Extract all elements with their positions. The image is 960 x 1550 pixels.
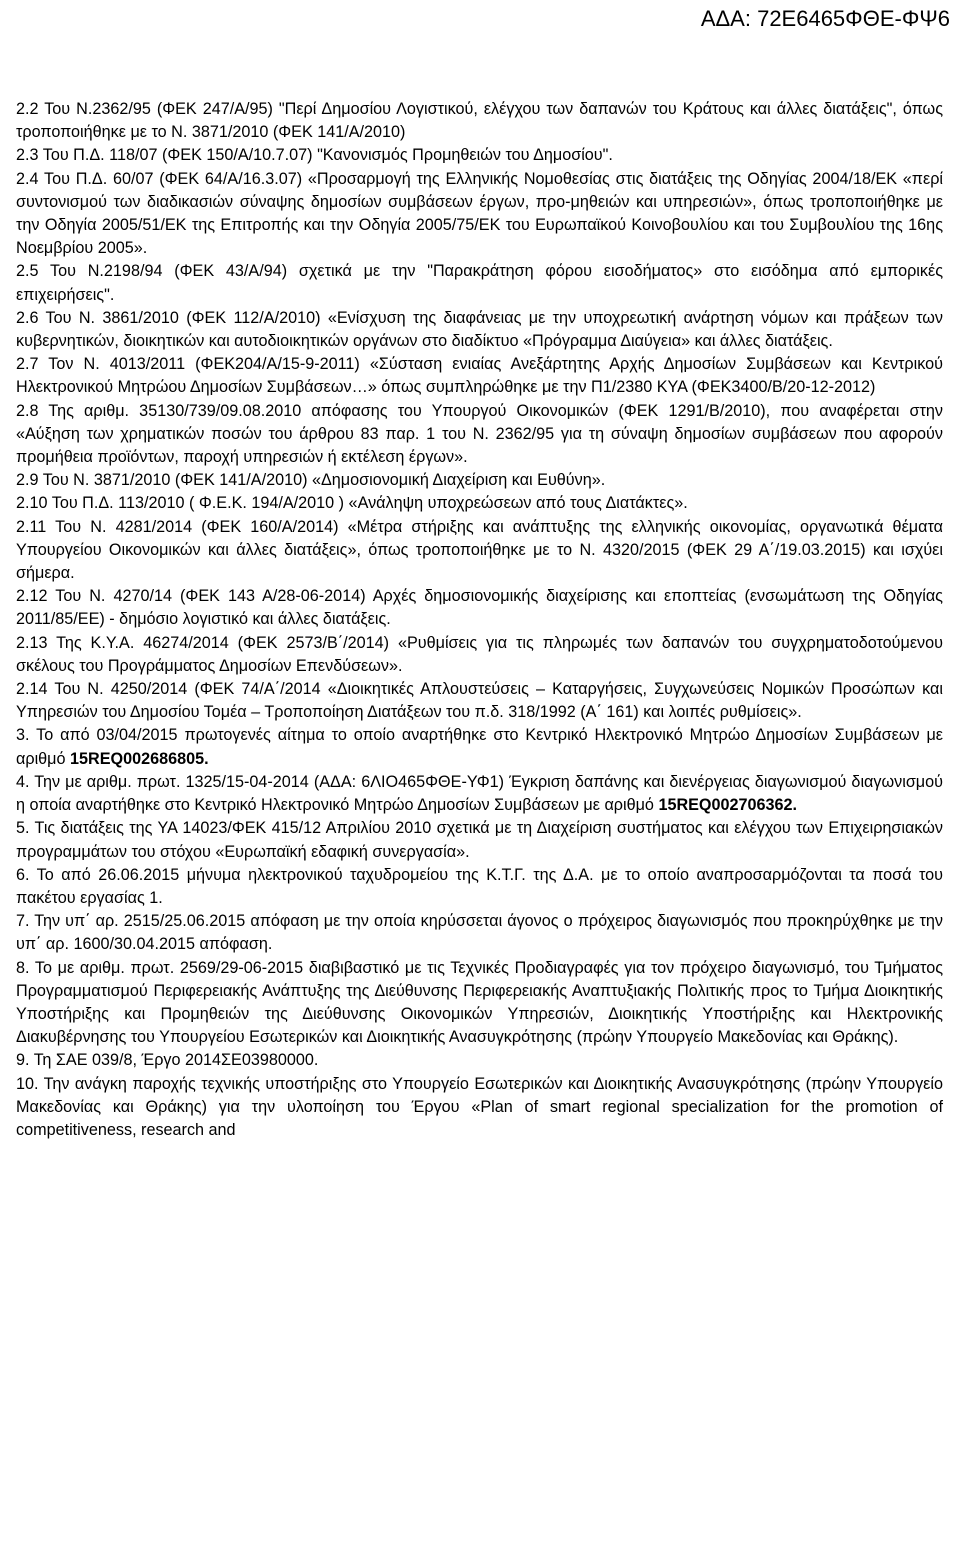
paragraph-2-12: 2.12 Του Ν. 4270/14 (ΦΕΚ 143 Α/28-06-2014) Αρχές δημοσιονομικής διαχείρισης και εποπτείας (ενσωμάτωση της Οδηγίας 2011/85/ΕΕ) - δημόσιο λογιστικό και άλλες διατάξεις. xyxy=(16,587,943,629)
paragraph-8: 8. Το με αριθμ. πρωτ. 2569/29-06-2015 διαβιβαστικό με τις Τεχνικές Προδιαγραφές για τον πρόχειρο διαγωνισμό, του Τμήματος Προγραμματισμού Περιφερειακής Ανάπτυξης της Διεύθυνσης Περιφερειακής Αναπτυξιακής Πολιτικής προς το Τμήμα Διοικητικής Υποστήριξης και Προμηθειών της Διεύθυνσης Οικονομικών Υπηρεσιών, Διοικητικής Υποστήριξης και Ηλεκτρονικής Διακυβέρνησης του Υπουργείου Εσωτερικών και Διοικητικής Ανασυγκρότησης (πρώην Υπουργείο Μακεδονίας και Θράκης). xyxy=(16,958,943,1047)
paragraph-3-text: 3. Το από 03/04/2015 πρωτογενές αίτημα το οποίο αναρτήθηκε στο Κεντρικό Ηλεκτρονικό Μητρώο Δημοσίων Συμβάσεων με αριθμό xyxy=(16,726,943,768)
paragraph-2-6: 2.6 Του Ν. 3861/2010 (ΦΕΚ 112/Α/2010) «Ενίσχυση της διαφάνειας με την υποχρεωτική ανάρτηση νόμων και πράξεων των κυβερνητικών, διοικητικών και αυτοδιοικητικών οργάνων στο διαδίκτυο «Πρόγραμμα Διαύγεια» και άλλες διατάξεις. xyxy=(16,308,943,351)
paragraph-2-2: 2.2 Του Ν.2362/95 (ΦΕΚ 247/Α/95) "Περί Δημοσίου Λογιστικού, ελέγχου των δαπανών του Κράτους και άλλες διατάξεις", όπως τροποποιήθηκε με το Ν. 3871/2010 (ΦΕΚ 141/Α/2010) xyxy=(16,100,943,142)
paragraph-2-11: 2.11 Του Ν. 4281/2014 (ΦΕΚ 160/Α/2014) «Μέτρα στήριξης και ανάπτυξης της ελληνικής οικονομίας, οργανωτικά θέματα Υπουργείου Οικονομικών και άλλες διατάξεις», όπως τροποποιήθηκε με το Ν. 4320/2015 (ΦΕΚ 29 Α΄/19.03.2015) και ισχύει σήμερα. xyxy=(16,517,943,583)
paragraph-2-14: 2.14 Του Ν. 4250/2014 (ΦΕΚ 74/Α΄/2014 «Διοικητικές Απλουστεύσεις – Καταργήσεις, Συγχωνεύσεις Νομικών Προσώπων και Υπηρεσιών του Δημοσίου Τομέα – Τροποποίηση Διατάξεων του π.δ. 318/1992 (Α΄ 161) και λοιπές ρυθμίσεις». xyxy=(16,680,943,722)
paragraph-10: 10. Την ανάγκη παροχής τεχνικής υποστήριξης στο Υπουργείο Εσωτερικών και Διοικητικής Ανασυγκρότησης (πρώην Υπουργείο Μακεδονίας και Θράκης) για την υλοποίηση του Έργου «Plan of smart regional specialization for the promotion of competitiveness, research and xyxy=(16,1074,943,1139)
paragraph-2-10: 2.10 Του Π.Δ. 113/2010 ( Φ.Ε.Κ. 194/Α/2010 ) «Ανάληψη υποχρεώσεων από τους Διατάκτες». xyxy=(16,494,688,513)
document-body xyxy=(16,98,943,1142)
paragraph-2-5: 2.5 Του Ν.2198/94 (ΦΕΚ 43/Α/94) σχετικά με την "Παρακράτηση φόρου εισοδήματος» στο εισόδημα από εμπορικές επιχειρήσεις". xyxy=(16,262,943,304)
paragraph-5: 5. Τις διατάξεις της ΥΑ 14023/ΦΕΚ 415/12 Απριλίου 2010 σχετικά με τη Διαχείριση συστήματος και ελέγχου των Επιχειρησιακών προγραμμάτων του στόχου «Ευρωπαϊκή εδαφική συνεργασία». xyxy=(16,819,943,861)
paragraph-3 xyxy=(16,724,943,770)
paragraph-6: 6. Το από 26.06.2015 μήνυμα ηλεκτρονικού ταχυδρομείου της Κ.Τ.Γ. της Δ.Α. με το οποίο αναπροσαρμόζονται τα ποσά του πακέτου εργασίας 1. xyxy=(16,865,943,907)
paragraph-7: 7. Την υπ΄ αρ. 2515/25.06.2015 απόφαση με την οποία κηρύσσεται άγονος ο πρόχειρος διαγωνισμός που προκηρύχθηκε με την υπ΄ αρ. 1600/30.04.2015 απόφαση. xyxy=(16,912,943,954)
request-number-2: 15REQ002706362. xyxy=(658,796,798,815)
paragraph-2-4: 2.4 Του Π.Δ. 60/07 (ΦΕΚ 64/Α/16.3.07) «Προσαρμογή της Ελληνικής Νομοθεσίας στις διατάξεις της Οδηγίας 2004/18/ΕΚ «περί συντονισμού των διαδικασιών σύναψης δημοσίων συμβάσεων έργων, προ-μηθειών και υπηρεσιών», όπως τροποποιήθηκε με την Οδηγία 2005/51/ΕΚ της Επιτροπής και την Οδηγία 2005/75/ΕΚ του Ευρωπαϊκού Κοινοβουλίου και του Συμβουλίου της 16ης Νοεμβρίου 2005». xyxy=(16,169,943,258)
paragraph-2-7: 2.7 Τον Ν. 4013/2011 (ΦΕΚ204/Α/15-9-2011) «Σύσταση ενιαίας Ανεξάρτητης Αρχής Δημοσίων Συμβάσεων και Κεντρικού Ηλεκτρονικού Μητρώου Δημοσίων Συμβάσεων…» όπως συμπληρώθηκε με την Π1/2380 ΚΥΑ (ΦΕΚ3400/Β/20-12-2012) xyxy=(16,355,943,397)
paragraph-2-9: 2.9 Του Ν. 3871/2010 (ΦΕΚ 141/Α/2010) «Δημοσιονομική Διαχείριση και Ευθύνη». xyxy=(16,471,606,490)
paragraph-2-3: 2.3 Του Π.Δ. 118/07 (ΦΕΚ 150/Α/10.7.07) "Κανονισμός Προμηθειών του Δημοσίου". xyxy=(16,146,613,165)
paragraph-2-8: 2.8 Της αριθμ. 35130/739/09.08.2010 απόφασης του Υπουργού Οικονομικών (ΦΕΚ 1291/Β/2010), που αναφέρεται στην «Αύξηση των χρηματικών ποσών του άρθρου 83 παρ. 1 του Ν. 2362/95 για τη σύναψη δημοσίων συμβάσεων που αφορούν προμήθεια προϊόντων, παροχή υπηρεσιών ή εκτέλεση έργων». xyxy=(16,401,943,467)
paragraph-4-text: 4. Την με αριθμ. πρωτ. 1325/15-04-2014 (ΑΔΑ: 6ΛΙΟ465ΦΘΕ-ΥΦ1) Έγκριση δαπάνης και διενέργειας διαγωνισμού διαγωνισμού η οποία αναρτήθηκε στο Κεντρικό Ηλεκτρονικό Μητρώο Δημοσίων Συμβάσεων με αριθμό xyxy=(16,772,943,815)
request-number-1: 15REQ002686805. xyxy=(70,749,209,768)
ada-header: ΑΔΑ: 72Ε6465ΦΘΕ-ΦΨ6 xyxy=(700,6,950,31)
paragraph-9: 9. Τη ΣΑΕ 039/8, Έργο 2014ΣΕ03980000. xyxy=(16,1051,319,1070)
paragraph-2-13: 2.13 Της Κ.Υ.Α. 46274/2014 (ΦΕΚ 2573/Β΄/2014) «Ρυθμίσεις για τις πληρωμές των δαπανών του συγχρηματοδοτούμενου σκέλους του Προγράμματος Δημοσίων Επενδύσεων». xyxy=(16,633,943,675)
paragraph-4 xyxy=(16,771,943,817)
